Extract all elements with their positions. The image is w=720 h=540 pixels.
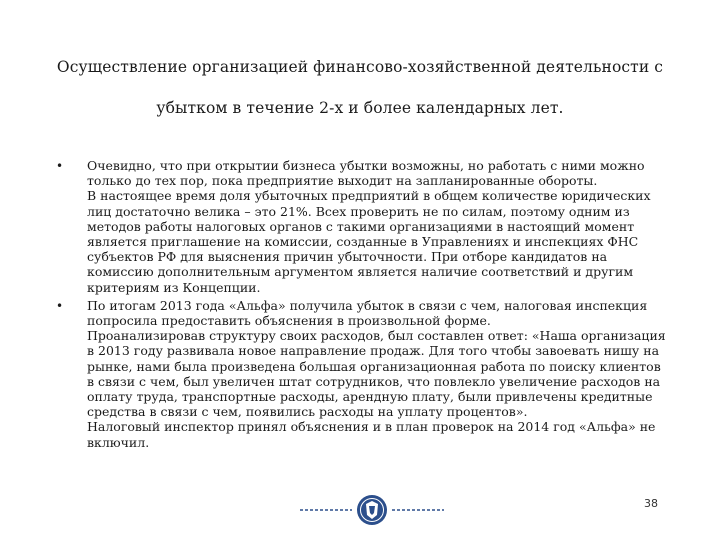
tax-service-emblem-icon [292,493,452,527]
slide-title-line2: убытком в течение 2-х и более календарных лет. [156,99,564,117]
bullet-dot-icon: • [56,159,64,173]
bullet-item-2 [56,298,668,450]
bullet-2-paragraph-3: Налоговый инспектор принял объяснения и в план проверок на 2014 год «Альфа» не включил. [87,419,656,450]
bullet-item-1 [56,158,668,295]
bullet-1-paragraph-1: Очевидно, что при открытии бизнеса убытки возможны, но работать с ними можно только до тех пор, пока предприятие выходит на запланированные обороты. [87,158,645,189]
bullet-1-paragraph-2: В настоящее время доля убыточных предприятий в общем количестве юридических лиц достаточно велика – это 21%. Всех проверить не по силам, поэтому одним из методов работы налоговых органов с такими организациями в настоящий момент является приглашение на комиссии, созданные в Управлениях и инспекциях ФНС субъектов РФ для выяснения причин убыточности. При отборе кандидатов на комиссию дополнительным аргументом является наличие соответствий и другим критериям из Концепции. [87,188,651,295]
bullet-dot-icon: • [56,298,64,313]
bullet-2-paragraph-1: По итогам 2013 года «Альфа» получила убыток в связи с чем, налоговая инспекция попросила предоставить объяснения в произвольной форме. [87,297,648,329]
page-number: 38 [644,497,658,510]
bullet-2-paragraph-2: Проанализировав структуру своих расходов, был составлен ответ: «Наша организация в 2013 году развивала новое направление продаж. Для того чтобы завоевать нишу на рынке, нами была произведена большая организационная работа по поиску клиентов в связи с чем, был увеличен штат сотрудников, что повлекло увеличение расходов на оплату труда, транспортные расходы, арендную плату, были привлечены кредитные средства в связи с чем, появились расходы на уплату процентов». [87,328,666,420]
slide-title-line1: Осуществление организацией финансово-хозяйственной деятельности с [56,58,664,76]
bullet-list [56,158,668,453]
